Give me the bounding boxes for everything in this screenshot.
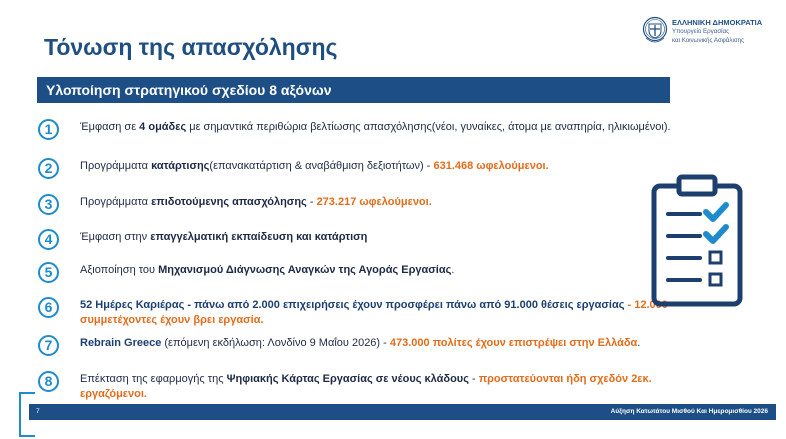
item-number-badge: 8: [38, 371, 59, 392]
item-text-segment: 273.217 ωφελούμενοι.: [316, 196, 432, 208]
item-text-segment: κατάρτισης: [151, 160, 210, 172]
item-number-badge: 2: [38, 158, 59, 179]
item-text-segment: (επόμενη εκδήλωση: Λονδίνο 9 Μαΐου 2026) -: [161, 337, 390, 349]
item-text-segment: (επανακατάρτιση & αναβάθμιση δεξιοτήτων) -: [209, 160, 434, 172]
item-text-segment: Έμφαση στην: [80, 231, 151, 243]
item-text-segment: 473.000 πολίτες έχουν επιστρέψει στην Ελλάδα: [389, 337, 638, 349]
item-text-segment: Έμφαση σε: [80, 121, 140, 133]
item-text-segment: - 12.000 συμμετέχοντες έχουν βρει εργασία.: [80, 299, 668, 326]
item-text-segment: 631.468 ωφελούμενοι.: [433, 160, 549, 172]
item-text-segment: .: [637, 337, 641, 349]
item-number-badge: 7: [38, 335, 59, 356]
item-text-segment: Προγράμματα: [80, 160, 152, 172]
item-text-segment: με σημαντικά περιθώρια βελτίωσης απασχόλησης(νέοι, γυναίκες, άτομα με αναπηρία, ηλικιωμένοι).: [186, 121, 671, 133]
logo-line-1: ΕΛΛΗΝΙΚΗ ΔΗΜΟΚΡΑΤΙΑ: [672, 18, 763, 27]
item-text: [80, 298, 685, 328]
item-text-segment: Επέκταση της εφαρμογής της: [80, 373, 227, 385]
item-text-segment: .: [451, 264, 455, 276]
item-text-segment: επαγγελματική εκπαίδευση και κατάρτιση: [150, 231, 368, 243]
item-number-badge: 6: [38, 297, 59, 318]
item-text-segment: επιδοτούμενης απασχόλησης: [151, 196, 307, 208]
logo-line-3: και Κοινωνικής Ασφάλισης: [672, 37, 745, 44]
item-text: [80, 120, 685, 135]
item-text: [80, 372, 685, 402]
item-text-segment: Rebrain Greece: [80, 337, 162, 349]
item-text-segment: 52 Ημέρες Καριέρας - πάνω από 2.000 επιχειρήσεις έχουν προσφέρει πάνω από 91.000 θέσεις εργασίας: [80, 299, 625, 311]
item-text: [80, 195, 685, 210]
clipboard-checklist-icon: [648, 172, 746, 308]
greek-seal-icon: [642, 16, 668, 46]
page-number: 7: [36, 408, 40, 415]
item-text-segment: προστατεύονται ήδη σχεδόν 2εκ. εργαζόμενοι.: [80, 373, 652, 400]
item-text-segment: Μηχανισμού Διάγνωσης Αναγκών της Αγοράς Εργασίας: [158, 264, 452, 276]
logo-line-2: Υπουργείο Εργασίας: [672, 28, 730, 35]
item-text-segment: -: [468, 373, 479, 385]
item-text-segment: Αξιοποίηση του: [80, 264, 159, 276]
footer-bar: [29, 404, 776, 420]
item-text: [80, 159, 685, 174]
footer-text: Αύξηση Κατωτάτου Μισθού Και Ημερομισθίου 2026: [610, 408, 768, 415]
item-number-badge: 4: [38, 229, 59, 250]
ministry-logo: [642, 16, 778, 50]
item-text: [80, 263, 685, 278]
item-text: [80, 336, 685, 351]
item-number-badge: 3: [38, 194, 59, 215]
section-banner: Υλοποίηση στρατηγικού σχεδίου 8 αξόνων: [37, 77, 670, 103]
item-text: [80, 230, 685, 245]
item-number-badge: 5: [38, 262, 59, 283]
item-text-segment: Προγράμματα: [80, 196, 152, 208]
item-text-segment: 4 ομάδες: [139, 121, 187, 133]
item-number-badge: 1: [38, 119, 59, 140]
page-title: Τόνωση της απασχόλησης: [44, 34, 338, 60]
item-text-segment: Ψηφιακής Κάρτας Εργασίας σε νέους κλάδους: [226, 373, 469, 385]
item-text-segment: -: [306, 196, 317, 208]
